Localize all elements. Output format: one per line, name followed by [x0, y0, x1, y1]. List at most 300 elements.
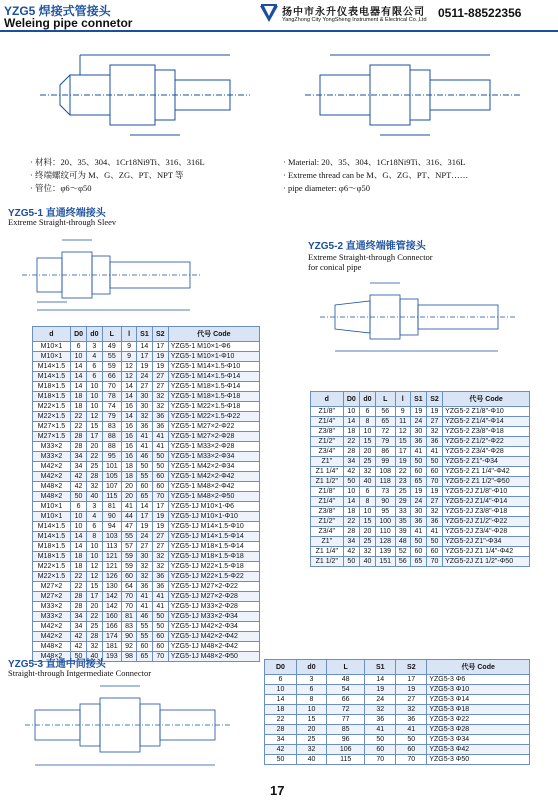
table-cell: Z1 1/2": [311, 477, 344, 487]
table-cell: YZG5-1J M14×1.5-Φ10: [168, 522, 259, 532]
table-cell: YZG5-3 Φ14: [427, 695, 530, 705]
connector-drawing-left: [20, 40, 260, 150]
table-cell: 4: [87, 352, 102, 362]
specs-cn: [30, 156, 205, 195]
table-row: [265, 735, 530, 745]
table-cell: 70: [122, 602, 137, 612]
table-cell: YZG5-1 M22×1.5-Φ18: [168, 402, 259, 412]
table-cell: 19: [396, 685, 427, 695]
table-cell: 10: [87, 382, 102, 392]
table-cell: 50: [410, 457, 426, 467]
table-cell: 32: [426, 427, 442, 437]
table-cell: 85: [327, 725, 365, 735]
table-cell: 70: [152, 652, 168, 662]
table-cell: 55: [137, 632, 153, 642]
table-cell: 70: [102, 382, 121, 392]
table-row: [311, 537, 530, 547]
table-cell: 10: [296, 705, 326, 715]
table-cell: YZG5-3 Φ50: [427, 755, 530, 765]
table-cell: 95: [375, 507, 395, 517]
table-cell: 72: [375, 427, 395, 437]
table-cell: YZG5-3 Φ18: [427, 705, 530, 715]
table-cell: 40: [360, 477, 376, 487]
table-cell: 14: [365, 675, 396, 685]
table-cell: Z3/8": [311, 427, 344, 437]
table-cell: 83: [122, 622, 137, 632]
table-cell: 17: [137, 512, 153, 522]
table-cell: YZG5-3 Φ28: [427, 725, 530, 735]
table-cell: 42: [343, 547, 360, 557]
table-cell: M10×1: [33, 352, 71, 362]
table-cell: 32: [152, 402, 168, 412]
table-cell: 3: [296, 675, 326, 685]
table-cell: 18: [122, 472, 137, 482]
table-cell: M14×1.5: [33, 362, 71, 372]
table-cell: YZG5-1J M27×2-Φ28: [168, 592, 259, 602]
table-cell: 139: [375, 547, 395, 557]
table-row: [33, 492, 260, 502]
table-row: [33, 402, 260, 412]
table-cell: M42×2: [33, 622, 71, 632]
table-cell: 6: [87, 372, 102, 382]
column-header: S2: [396, 660, 427, 675]
table-row: [33, 522, 260, 532]
table-cell: 36: [410, 437, 426, 447]
table-cell: 18: [343, 507, 360, 517]
table-cell: 3: [87, 502, 102, 512]
table-cell: YZG5-2J Z1/4"-Φ14: [443, 497, 530, 507]
company-name-en: YangZhong City YongSheng Instrument & Electrical Co.,Ltd: [282, 17, 427, 23]
table-cell: YZG5-1 M33×2-Φ28: [168, 442, 259, 452]
table-row: [33, 552, 260, 562]
table-cell: M18×1.5: [33, 542, 71, 552]
table-row: [33, 612, 260, 622]
table-row: [33, 462, 260, 472]
table-cell: 36: [152, 412, 168, 422]
table-row: [33, 442, 260, 452]
table-row: [33, 622, 260, 632]
column-header: S1: [410, 392, 426, 407]
table-cell: 12: [122, 362, 137, 372]
table-cell: 101: [102, 462, 121, 472]
table-cell: 193: [102, 652, 121, 662]
table-cell: 50: [426, 457, 442, 467]
table-cell: 65: [137, 652, 153, 662]
table-row: [311, 477, 530, 487]
table-cell: Z3/4": [311, 447, 344, 457]
table-cell: M10×1: [33, 342, 71, 352]
table-cell: 16: [122, 402, 137, 412]
table-cell: YZG5-1 M48×2-Φ50: [168, 492, 259, 502]
table-row: [33, 632, 260, 642]
table-cell: 50: [410, 537, 426, 547]
table-cell: 19: [410, 407, 426, 417]
table-cell: YZG5-1 M27×2-Φ28: [168, 432, 259, 442]
table-cell: YZG5-1 M42×2-Φ42: [168, 472, 259, 482]
table-cell: 50: [70, 652, 86, 662]
table-cell: 6: [87, 362, 102, 372]
table-cell: 27: [426, 417, 442, 427]
table-cell: 17: [87, 432, 102, 442]
table-cell: Z1 1/4": [311, 467, 344, 477]
table-cell: 50: [343, 477, 360, 487]
table-cell: 32: [360, 547, 376, 557]
table-cell: 32: [137, 562, 153, 572]
table-cell: 12: [87, 572, 102, 582]
table-cell: 22: [70, 412, 86, 422]
table-cell: 56: [375, 407, 395, 417]
table-cell: 60: [410, 467, 426, 477]
table-cell: Z1 1/2": [311, 557, 344, 567]
page-title-en: Weleing pipe connetor: [4, 16, 133, 30]
table-cell: 10: [70, 512, 86, 522]
table-cell: 28: [265, 725, 297, 735]
table-cell: 27: [152, 382, 168, 392]
table-cell: Z1": [311, 537, 344, 547]
table-cell: M42×2: [33, 632, 71, 642]
table-cell: 174: [102, 632, 121, 642]
table-cell: 19: [426, 407, 442, 417]
section2-subtitle1: Extreme Straight-through Connector: [308, 252, 433, 262]
table-row: [311, 557, 530, 567]
table-cell: 115: [327, 755, 365, 765]
table-cell: 65: [137, 492, 153, 502]
table-cell: YZG5-1 M14×1.5-Φ14: [168, 372, 259, 382]
table-cell: 55: [137, 622, 153, 632]
table-cell: 55: [137, 472, 153, 482]
table-cell: 95: [102, 452, 121, 462]
table-cell: YZG5-1 M14×1.5-Φ10: [168, 362, 259, 372]
table-cell: 28: [70, 592, 86, 602]
table-cell: 10: [87, 392, 102, 402]
table-cell: 32: [87, 642, 102, 652]
table-cell: 60: [122, 572, 137, 582]
table-cell: 60: [426, 467, 442, 477]
table-cell: 32: [137, 412, 153, 422]
table-cell: 50: [152, 462, 168, 472]
table-cell: 36: [426, 517, 442, 527]
table-cell: 27: [152, 372, 168, 382]
table-cell: 121: [102, 562, 121, 572]
table-cell: 27: [137, 542, 153, 552]
table-cell: 28: [70, 442, 86, 452]
table-cell: 48: [395, 537, 410, 547]
table-cell: 14: [70, 532, 86, 542]
table-cell: 14: [70, 362, 86, 372]
table-cell: 34: [70, 452, 86, 462]
table-cell: 6: [265, 675, 297, 685]
table-cell: YZG5-1 M10×1-Φ6: [168, 342, 259, 352]
table-cell: 10: [343, 487, 360, 497]
table-cell: 130: [102, 582, 121, 592]
table-cell: 16: [122, 442, 137, 452]
table-cell: 14: [122, 392, 137, 402]
table-cell: 20: [87, 442, 102, 452]
section3-subtitle: Straight-through Intgermediate Connector: [8, 668, 152, 678]
column-header: d0: [87, 327, 102, 342]
table-cell: 12: [122, 372, 137, 382]
table-cell: 32: [152, 392, 168, 402]
table-cell: 32: [87, 482, 102, 492]
table-cell: 42: [70, 632, 86, 642]
table-cell: YZG5-1J M27×2-Φ22: [168, 582, 259, 592]
table-cell: M48×2: [33, 642, 71, 652]
table-cell: 20: [360, 527, 376, 537]
table-cell: M48×2: [33, 482, 71, 492]
spec-line: · pipe diameter: φ6～φ50: [283, 183, 370, 193]
table-cell: 65: [375, 417, 395, 427]
table-cell: 128: [375, 537, 395, 547]
table-cell: 22: [87, 452, 102, 462]
table-cell: M18×1.5: [33, 382, 71, 392]
table-cell: 17: [137, 352, 153, 362]
table-cell: 92: [122, 642, 137, 652]
column-header: d: [33, 327, 71, 342]
table-cell: 50: [265, 755, 297, 765]
table-cell: 24: [410, 497, 426, 507]
table-cell: 22: [87, 612, 102, 622]
table-cell: 28: [343, 527, 360, 537]
table-cell: 34: [343, 537, 360, 547]
table-row: [311, 417, 530, 427]
table-cell: 70: [122, 592, 137, 602]
table-cell: 79: [102, 412, 121, 422]
table-cell: 41: [365, 725, 396, 735]
table-cell: YZG5-3 Φ34: [427, 735, 530, 745]
table-cell: 10: [87, 542, 102, 552]
table-cell: 70: [426, 557, 442, 567]
table-cell: M22×1.5: [33, 402, 71, 412]
table-cell: 28: [70, 432, 86, 442]
table-cell: 18: [70, 402, 86, 412]
section2-title: YZG5-2 直通终端锥管接头: [308, 241, 426, 252]
table-row: [33, 502, 260, 512]
table-cell: M48×2: [33, 492, 71, 502]
section2-drawing: [315, 275, 525, 360]
table-cell: 40: [360, 557, 376, 567]
table-row: [33, 472, 260, 482]
section3-title: YZG5-3 直通中间接头: [8, 659, 106, 670]
column-header: d0: [296, 660, 326, 675]
table-cell: 16: [122, 422, 137, 432]
table-cell: 27: [137, 382, 153, 392]
table-cell: 8: [87, 532, 102, 542]
table-cell: 49: [102, 342, 121, 352]
table-cell: YZG5-3 Φ10: [427, 685, 530, 695]
table-cell: 40: [296, 755, 326, 765]
table-cell: 32: [426, 507, 442, 517]
section2-subtitle2: for conical pipe: [308, 262, 362, 272]
table-cell: YZG5-1J M42×2-Φ42: [168, 632, 259, 642]
table-cell: YZG5-3 Φ6: [427, 675, 530, 685]
column-header: d0: [360, 392, 376, 407]
table-cell: 20: [122, 492, 137, 502]
table-cell: YZG5-2 Z3/4"-Φ28: [443, 447, 530, 457]
table-cell: 14: [122, 382, 137, 392]
section1-subtitle: Extreme Straight-through Sleev: [8, 217, 117, 227]
table-cell: 50: [365, 735, 396, 745]
table-cell: 18: [265, 705, 297, 715]
table-cell: 142: [102, 592, 121, 602]
column-header: 代号 Code: [443, 392, 530, 407]
column-header: L: [102, 327, 121, 342]
table-cell: 41: [137, 442, 153, 452]
table-cell: 59: [122, 552, 137, 562]
table-cell: 81: [102, 502, 121, 512]
table-cell: 32: [296, 745, 326, 755]
table-cell: 34: [343, 457, 360, 467]
table-cell: 60: [396, 745, 427, 755]
table-row: [33, 592, 260, 602]
table-cell: 22: [70, 572, 86, 582]
table-row: [33, 482, 260, 492]
table-cell: 6: [87, 522, 102, 532]
table-row: [311, 457, 530, 467]
table-yzg5-2: [310, 391, 530, 567]
header-rule: [0, 30, 558, 32]
section1-drawing: [12, 230, 212, 320]
table-cell: 18: [122, 462, 137, 472]
table-cell: 22: [70, 582, 86, 592]
table-cell: 19: [410, 487, 426, 497]
table-cell: 36: [426, 437, 442, 447]
table-cell: YZG5-1J M48×2-Φ50: [168, 652, 259, 662]
table-cell: 113: [102, 542, 121, 552]
table-cell: 74: [102, 402, 121, 412]
table-cell: 27: [152, 542, 168, 552]
table-row: [311, 407, 530, 417]
table-cell: 50: [343, 557, 360, 567]
table-cell: 83: [102, 422, 121, 432]
specs-en: [283, 156, 468, 195]
table-cell: 30: [137, 552, 153, 562]
table-cell: YZG5-3 Φ42: [427, 745, 530, 755]
column-header: 代号 Code: [427, 660, 530, 675]
table-cell: 18: [70, 552, 86, 562]
table-cell: 20: [296, 725, 326, 735]
table-row: [311, 497, 530, 507]
table-cell: 34: [70, 612, 86, 622]
table-cell: Z3/4": [311, 527, 344, 537]
table-cell: 22: [395, 467, 410, 477]
table-cell: M18×1.5: [33, 392, 71, 402]
table-cell: 36: [152, 582, 168, 592]
table-cell: 16: [122, 432, 137, 442]
table-cell: 10: [360, 427, 376, 437]
table-cell: 40: [87, 652, 102, 662]
table-cell: 40: [87, 492, 102, 502]
table-cell: 50: [152, 612, 168, 622]
table-cell: 9: [122, 352, 137, 362]
table-cell: 30: [410, 507, 426, 517]
table-cell: 59: [122, 562, 137, 572]
table-cell: 17: [152, 502, 168, 512]
table-cell: 60: [410, 547, 426, 557]
table-cell: 20: [87, 602, 102, 612]
table-cell: 70: [365, 755, 396, 765]
table-row: [33, 582, 260, 592]
table-cell: 34: [70, 622, 86, 632]
table-row: [33, 372, 260, 382]
table-cell: 99: [375, 457, 395, 467]
column-header: l: [395, 392, 410, 407]
table-cell: YZG5-2J Z1/8"-Φ10: [443, 487, 530, 497]
table-cell: 60: [152, 472, 168, 482]
table-cell: 65: [410, 477, 426, 487]
table-cell: 28: [87, 632, 102, 642]
table-cell: 8: [296, 695, 326, 705]
table-cell: M10×1: [33, 512, 71, 522]
table-cell: 14: [343, 417, 360, 427]
table-cell: 90: [122, 632, 137, 642]
table-cell: YZG5-3 Φ22: [427, 715, 530, 725]
company-logo: [258, 3, 280, 25]
column-header: 代号 Code: [168, 327, 259, 342]
table-cell: 19: [137, 522, 153, 532]
table-cell: YZG5-2J Z1 1/2"-Φ50: [443, 557, 530, 567]
table-cell: 70: [396, 755, 427, 765]
table-cell: 42: [70, 472, 86, 482]
table-cell: YZG5-1J M42×2-Φ34: [168, 622, 259, 632]
table-cell: 11: [395, 417, 410, 427]
table-cell: 32: [152, 552, 168, 562]
table-cell: 55: [122, 532, 137, 542]
spec-line: · Extreme thread can be M、G、ZG、PT、NPT……: [283, 170, 469, 180]
table-cell: 6: [360, 407, 376, 417]
table-row: [33, 452, 260, 462]
table-cell: 22: [70, 422, 86, 432]
table-cell: Z1/8": [311, 407, 344, 417]
table-cell: 14: [70, 382, 86, 392]
table-cell: 19: [152, 352, 168, 362]
table-cell: YZG5-1 M33×2-Φ34: [168, 452, 259, 462]
table-cell: YZG5-2J Z3/4"-Φ28: [443, 527, 530, 537]
table-row: [33, 642, 260, 652]
table-cell: 32: [137, 572, 153, 582]
table-row: [33, 392, 260, 402]
table-cell: 115: [102, 492, 121, 502]
table-row: [311, 427, 530, 437]
table-cell: M22×1.5: [33, 412, 71, 422]
table-cell: YZG5-1J M22×1.5-Φ18: [168, 562, 259, 572]
table-cell: YZG5-1J M14×1.5-Φ14: [168, 532, 259, 542]
table-row: [33, 562, 260, 572]
table-cell: 25: [87, 462, 102, 472]
connector-drawing-right: [300, 40, 540, 150]
table-cell: 60: [152, 482, 168, 492]
table-cell: 41: [426, 447, 442, 457]
table-cell: 19: [152, 512, 168, 522]
column-header: S1: [137, 327, 153, 342]
table-cell: 24: [137, 532, 153, 542]
table-cell: 30: [410, 427, 426, 437]
table-cell: M33×2: [33, 442, 71, 452]
table-cell: 6: [70, 342, 86, 352]
table-cell: 16: [122, 452, 137, 462]
table-cell: 44: [122, 512, 137, 522]
table-cell: 50: [396, 735, 427, 745]
table-row: [311, 527, 530, 537]
table-cell: 90: [102, 512, 121, 522]
table-row: [33, 512, 260, 522]
table-cell: YZG5-2 Z1 1/4"-Φ42: [443, 467, 530, 477]
table-cell: 50: [137, 462, 153, 472]
table-cell: 41: [137, 432, 153, 442]
table-cell: 98: [122, 652, 137, 662]
table-cell: 3: [87, 342, 102, 352]
table-row: [33, 432, 260, 442]
table-cell: Z1 1/4": [311, 547, 344, 557]
